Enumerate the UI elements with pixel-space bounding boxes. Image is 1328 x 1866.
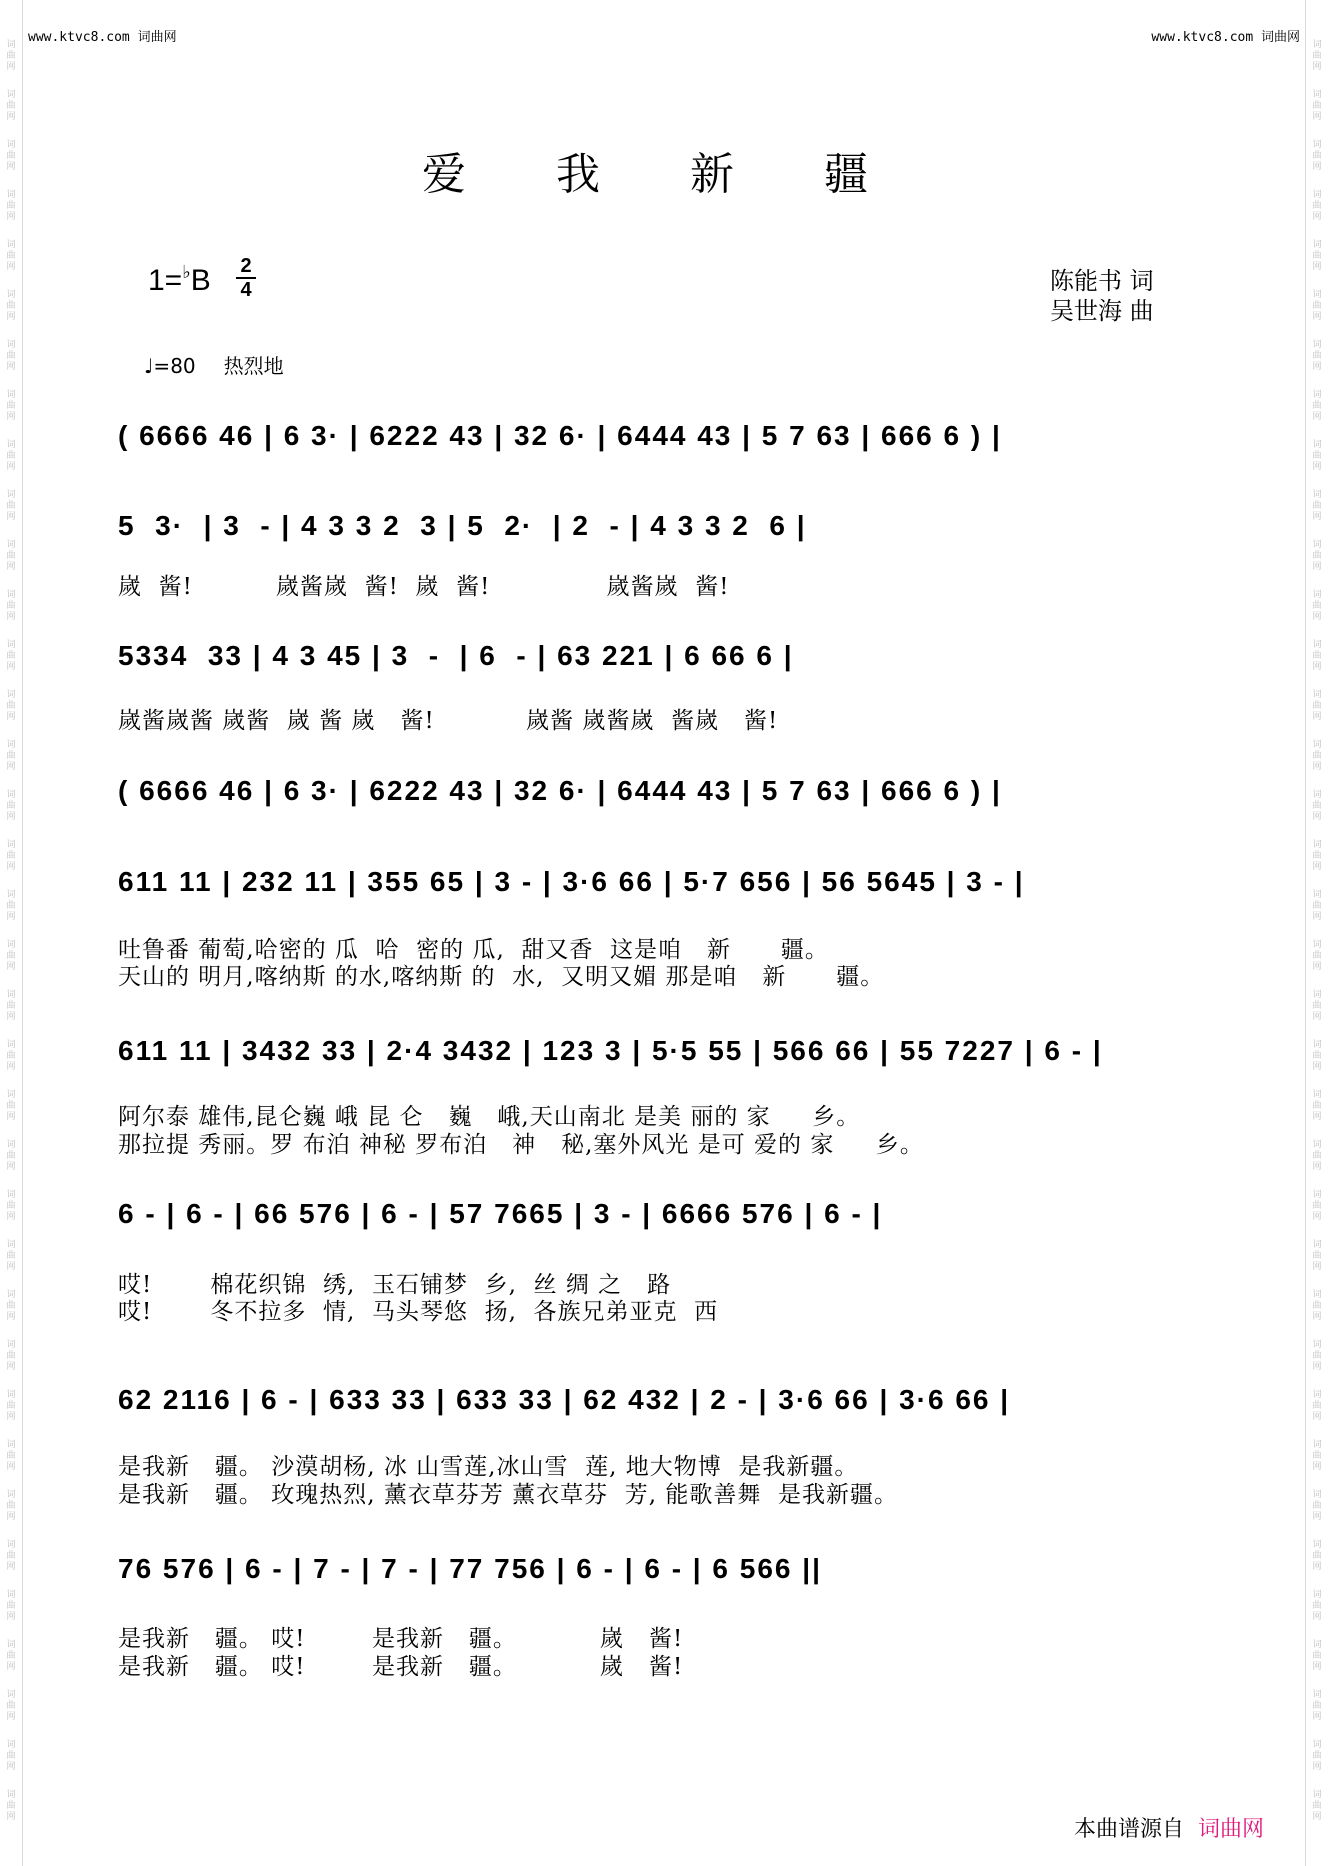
staff-line-8: 62 2116 | 6 - | 633 33 | 633 33 | 62 432 | 2 - | 3·6 66 | 3·6 66 | bbox=[118, 1384, 1011, 1415]
time-signature-top: 2 bbox=[240, 255, 252, 277]
watermark-text: 词 曲 网 bbox=[6, 1390, 16, 1422]
watermark-text: 词 曲 网 bbox=[1312, 1290, 1322, 1322]
watermark-text: 词 曲 网 bbox=[6, 890, 16, 922]
watermark-text: 词 曲 网 bbox=[1312, 90, 1322, 122]
staff-line-7: 6 - | 6 - | 66 576 | 6 - | 57 7665 | 3 - | 6666 576 | 6 - | bbox=[118, 1198, 883, 1229]
watermark-text: 词 曲 网 bbox=[1312, 840, 1322, 872]
watermark-text: 词 曲 网 bbox=[6, 1640, 16, 1672]
staff-line-9: 76 576 | 6 - | 7 - | 7 - | 77 756 | 6 - | 6 - | 6 566 || bbox=[118, 1553, 822, 1584]
lyric-line-2a: 嵗 酱! 嵗酱嵗 酱! 嵗 酱! 嵗酱嵗 酱! bbox=[118, 574, 730, 600]
watermark-text: 词 曲 网 bbox=[6, 190, 16, 222]
key-note: B bbox=[190, 264, 211, 297]
source-brand-link[interactable]: 词曲网 bbox=[1198, 1817, 1265, 1842]
watermark-text: 词 曲 网 bbox=[1312, 740, 1322, 772]
key-prefix: 1= bbox=[148, 264, 183, 297]
watermark-text: 词 曲 网 bbox=[1312, 590, 1322, 622]
watermark-text: 词 曲 网 bbox=[1312, 340, 1322, 372]
watermark-text: 词 曲 网 bbox=[1312, 990, 1322, 1022]
watermark-text: 词 曲 网 bbox=[1312, 1490, 1322, 1522]
watermark-text: 词 曲 网 bbox=[6, 490, 16, 522]
watermark-text: 词 曲 网 bbox=[6, 40, 16, 72]
watermark-text: 词 曲 网 bbox=[6, 440, 16, 472]
watermark-text: 词 曲 网 bbox=[6, 540, 16, 572]
watermark-text: 词 曲 网 bbox=[1312, 190, 1322, 222]
watermark-text: 词 曲 网 bbox=[6, 1190, 16, 1222]
watermark-text: 词 曲 网 bbox=[6, 740, 16, 772]
watermark-text: 词 曲 网 bbox=[6, 240, 16, 272]
source-footer bbox=[1074, 1812, 1264, 1843]
watermark-text: 词 曲 网 bbox=[6, 1790, 16, 1822]
watermark-text: 词 曲 网 bbox=[1312, 1240, 1322, 1272]
staff-line-4: ( 6666 46 | 6 3· | 6222 43 | 32 6· | 6444 43 | 5 7 63 | 666 6 ) | bbox=[118, 775, 1002, 806]
lyric-line-8a: 是我新 疆。 沙漠胡杨, 冰 山雪莲,冰山雪 莲, 地大物博 是我新疆。 bbox=[118, 1454, 859, 1480]
watermark-text: 词 曲 网 bbox=[1312, 1540, 1322, 1572]
watermark-text: 词 曲 网 bbox=[6, 1240, 16, 1272]
watermark-text: 词 曲 网 bbox=[6, 290, 16, 322]
lyric-line-6a: 阿尔泰 雄伟,昆仑巍 峨 昆 仑 巍 峨,天山南北 是美 丽的 家 乡。 bbox=[118, 1104, 861, 1130]
staff-line-3: 5334 33 | 4 3 45 | 3 - | 6 - | 63 221 | 6 66 6 | bbox=[118, 640, 794, 671]
time-signature-bottom: 4 bbox=[236, 277, 256, 301]
watermark-text: 词 曲 网 bbox=[6, 1290, 16, 1322]
composer-credit: 吴世海 曲 bbox=[1050, 297, 1154, 325]
source-label: 本曲谱源自 bbox=[1074, 1817, 1185, 1842]
watermark-text: 词 曲 网 bbox=[1312, 1190, 1322, 1222]
watermark-text: 词 曲 网 bbox=[1312, 690, 1322, 722]
expression-marking: 热烈地 bbox=[223, 354, 284, 378]
watermark-text: 词 曲 网 bbox=[1312, 940, 1322, 972]
watermark-text: 词 曲 网 bbox=[6, 90, 16, 122]
watermark-text: 词 曲 网 bbox=[6, 1690, 16, 1722]
watermark-text: 词 曲 网 bbox=[6, 140, 16, 172]
staff-line-5: 611 11 | 232 11 | 355 65 | 3 - | 3·6 66 | 5·7 656 | 56 5645 | 3 - | bbox=[118, 866, 1025, 897]
watermark-text: 词 曲 网 bbox=[1312, 440, 1322, 472]
watermark-text: 词 曲 网 bbox=[6, 1040, 16, 1072]
watermark-text: 词 曲 网 bbox=[1312, 1590, 1322, 1622]
watermark-text: 词 曲 网 bbox=[1312, 490, 1322, 522]
lyric-line-3a: 嵗酱嵗酱 嵗酱 嵗 酱 嵗 酱! 嵗酱 嵗酱嵗 酱嵗 酱! bbox=[118, 708, 779, 734]
watermark-text: 词 曲 网 bbox=[1312, 40, 1322, 72]
watermark-text: 词 曲 网 bbox=[1312, 140, 1322, 172]
watermark-text: 词 曲 网 bbox=[6, 690, 16, 722]
watermark-text: 词 曲 网 bbox=[1312, 1640, 1322, 1672]
staff-line-2: 5 3· | 3 - | 4 3 3 2 3 | 5 2· | 2 - | 4 3 3 2 6 | bbox=[118, 510, 807, 541]
lyricist-credit: 陈能书 词 bbox=[1050, 267, 1154, 295]
lyric-line-5a: 吐鲁番 葡萄,哈密的 瓜 哈 密的 瓜, 甜又香 这是咱 新 疆。 bbox=[118, 937, 829, 963]
lyric-line-9b: 是我新 疆。 哎! 是我新 疆。 嵗 酱! bbox=[118, 1654, 684, 1680]
watermark-text: 词 曲 网 bbox=[1312, 1790, 1322, 1822]
watermark-text: 词 曲 网 bbox=[1312, 790, 1322, 822]
watermark-text: 词 曲 网 bbox=[6, 840, 16, 872]
staff-line-1: ( 6666 46 | 6 3· | 6222 43 | 32 6· | 6444 43 | 5 7 63 | 666 6 ) | bbox=[118, 420, 1002, 451]
watermark-text: 词 曲 网 bbox=[1312, 1340, 1322, 1372]
watermark-text: 词 曲 网 bbox=[1312, 1090, 1322, 1122]
watermark-text: 词 曲 网 bbox=[1312, 540, 1322, 572]
watermark-text: 词 曲 网 bbox=[6, 1540, 16, 1572]
watermark-text: 词 曲 网 bbox=[1312, 1740, 1322, 1772]
watermark-text: 词 曲 网 bbox=[6, 1140, 16, 1172]
watermark-text: 词 曲 网 bbox=[6, 1490, 16, 1522]
left-watermark-strip bbox=[0, 0, 23, 1866]
watermark-text: 词 曲 网 bbox=[1312, 1140, 1322, 1172]
lyric-line-7b: 哎! 冬不拉多 情, 马头琴悠 扬, 各族兄弟亚克 西 bbox=[118, 1299, 719, 1325]
lyric-line-9a: 是我新 疆。 哎! 是我新 疆。 嵗 酱! bbox=[118, 1626, 684, 1652]
watermark-text: 词 曲 网 bbox=[6, 1340, 16, 1372]
time-signature bbox=[236, 255, 256, 301]
site-label-left[interactable]: www.ktvc8.com 词曲网 bbox=[28, 30, 177, 45]
watermark-text: 词 曲 网 bbox=[1312, 1440, 1322, 1472]
credits bbox=[1050, 266, 1154, 326]
key-signature bbox=[148, 262, 211, 298]
watermark-text: 词 曲 网 bbox=[1312, 390, 1322, 422]
right-watermark-strip bbox=[1305, 0, 1328, 1866]
lyric-line-7a: 哎! 棉花织锦 绣, 玉石铺梦 乡, 丝 绸 之 路 bbox=[118, 1272, 672, 1298]
lyric-line-5b: 天山的 明月,喀纳斯 的水,喀纳斯 的 水, 又明又媚 那是咱 新 疆。 bbox=[118, 964, 885, 990]
tempo-value: ♩=80 bbox=[144, 354, 196, 378]
staff-line-6: 611 11 | 3432 33 | 2·4 3432 | 123 3 | 5·5 55 | 566 66 | 55 7227 | 6 - | bbox=[118, 1035, 1103, 1066]
watermark-text: 词 曲 网 bbox=[6, 1590, 16, 1622]
watermark-text: 词 曲 网 bbox=[1312, 890, 1322, 922]
score-title: 爱 我 新 疆 bbox=[422, 149, 906, 200]
watermark-text: 词 曲 网 bbox=[6, 790, 16, 822]
watermark-text: 词 曲 网 bbox=[6, 340, 16, 372]
watermark-text: 词 曲 网 bbox=[6, 940, 16, 972]
watermark-text: 词 曲 网 bbox=[6, 1740, 16, 1772]
watermark-text: 词 曲 网 bbox=[1312, 1040, 1322, 1072]
watermark-text: 词 曲 网 bbox=[6, 590, 16, 622]
flat-sign: ♭ bbox=[182, 262, 191, 282]
watermark-text: 词 曲 网 bbox=[6, 1090, 16, 1122]
watermark-text: 词 曲 网 bbox=[1312, 1390, 1322, 1422]
watermark-text: 词 曲 网 bbox=[1312, 240, 1322, 272]
lyric-line-8b: 是我新 疆。 玫瑰热烈, 薰衣草芬芳 薰衣草芬 芳, 能歌善舞 是我新疆。 bbox=[118, 1482, 899, 1508]
watermark-text: 词 曲 网 bbox=[6, 390, 16, 422]
watermark-text: 词 曲 网 bbox=[6, 990, 16, 1022]
watermark-text: 词 曲 网 bbox=[1312, 1690, 1322, 1722]
watermark-text: 词 曲 网 bbox=[1312, 290, 1322, 322]
watermark-text: 词 曲 网 bbox=[6, 640, 16, 672]
tempo-marking bbox=[144, 350, 284, 379]
lyric-line-6b: 那拉提 秀丽。罗 布泊 神秘 罗布泊 神 秘,塞外风光 是可 爱的 家 乡。 bbox=[118, 1132, 924, 1158]
watermark-text: 词 曲 网 bbox=[6, 1440, 16, 1472]
site-label-right[interactable]: www.ktvc8.com 词曲网 bbox=[1151, 30, 1300, 45]
watermark-text: 词 曲 网 bbox=[1312, 640, 1322, 672]
